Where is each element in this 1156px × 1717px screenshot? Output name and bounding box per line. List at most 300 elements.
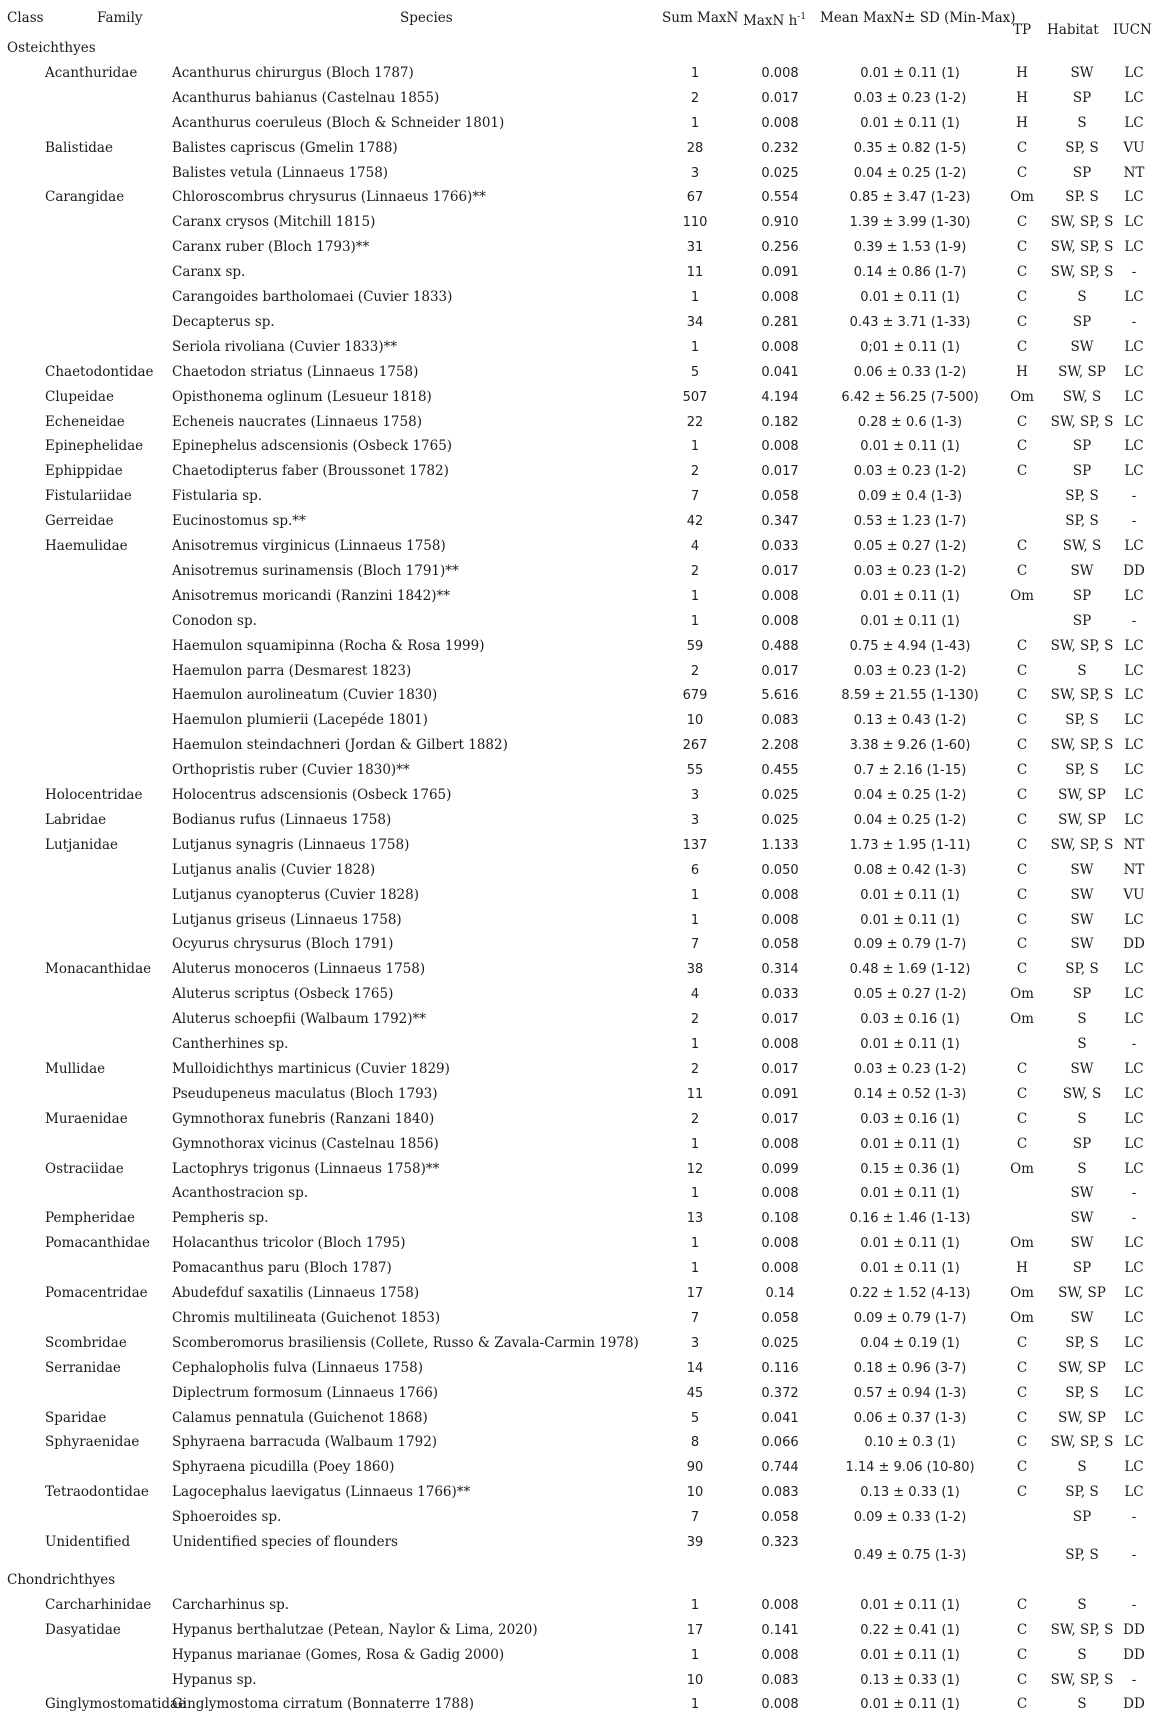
trophic-position-cell: C [1016,1696,1028,1713]
habitat-cell: S [1077,1110,1087,1127]
mean-maxn-cell: 0.01 ± 0.11 (1) [860,439,960,455]
trophic-position-cell: C [1016,1596,1028,1613]
sum-maxn-cell: 1 [690,887,700,903]
sum-maxn-cell: 2 [690,90,700,106]
sum-maxn-cell: 2 [690,1061,700,1077]
maxn-per-hour-cell: 0.083 [761,1672,799,1688]
habitat-cell: SW, SP, S [1050,687,1114,704]
iucn-cell: LC [1124,1260,1144,1277]
mean-maxn-cell: 0.03 ± 0.23 (1-2) [853,464,967,480]
maxn-per-hour-cell: 0.314 [761,962,799,978]
class-group-row [0,36,1156,61]
maxn-per-hour-cell: 0.017 [761,1111,799,1127]
table-row [0,185,1156,210]
maxn-per-hour-cell: 0.041 [761,364,799,380]
iucn-cell: LC [1124,189,1144,206]
table-row [0,1643,1156,1668]
habitat-cell: S [1077,1036,1087,1052]
family-cell: Fistulariidae [45,488,132,505]
mean-maxn-cell: 0.13 ± 0.33 (1) [860,1672,960,1688]
trophic-position-cell: Om [1010,1160,1034,1177]
mean-maxn-cell: 0.75 ± 4.94 (1-43) [849,638,971,654]
maxn-per-hour-cell: 0.488 [761,638,799,654]
species-cell: Carangoides bartholomaei (Cuvier 1833) [172,289,453,305]
species-cell: Haemulon squamipinna (Rocha & Rosa 1999) [172,637,485,654]
table-row [0,858,1156,883]
maxn-per-hour-cell: 0.232 [761,140,799,156]
maxn-per-hour-cell: 0.008 [761,1037,799,1052]
trophic-position-cell: Om [1010,1235,1034,1252]
sum-maxn-cell: 17 [686,1622,704,1638]
species-cell: Bodianus rufus (Linnaeus 1758) [172,811,392,828]
iucn-cell: NT [1123,861,1145,878]
table-row [0,1206,1156,1231]
species-cell: Hypanus marianae (Gomes, Rosa & Gadig 2000) [172,1646,505,1663]
sum-maxn-cell: 42 [686,514,704,530]
species-cell: Haemulon plumierii (Lacepéde 1801) [172,712,428,729]
iucn-cell: - [1131,612,1137,629]
iucn-cell: - [1131,488,1137,505]
sum-maxn-cell: 1 [690,1236,700,1252]
sum-maxn-cell: 38 [686,962,704,978]
mean-maxn-cell: 0.85 ± 3.47 (1-23) [849,190,971,206]
family-cell: Unidentified [45,1534,131,1550]
habitat-cell: S [1077,1646,1087,1663]
trophic-position-cell: Om [1010,587,1034,604]
maxn-per-hour-cell: 0.017 [761,1012,799,1028]
table-row [0,111,1156,136]
maxn-per-hour-cell: 0.008 [761,1261,799,1277]
iucn-cell: LC [1124,538,1144,554]
sum-maxn-cell: 3 [690,165,700,181]
sum-maxn-cell: 28 [686,140,704,156]
trophic-position-cell: C [1016,562,1028,579]
mean-maxn-cell: 0.01 ± 0.11 (1) [860,912,960,928]
habitat-cell: SW, SP, S [1050,1671,1114,1688]
species-cell: Gymnothorax funebris (Ranzani 1840) [172,1110,435,1127]
sum-maxn-cell: 1 [690,115,700,131]
habitat-cell: SW, SP [1058,1359,1106,1376]
table-row [0,484,1156,509]
sum-maxn-cell: 5 [690,1410,700,1426]
habitat-cell: SP, S [1065,1334,1099,1351]
mean-maxn-cell: 0.09 ± 0.79 (1-7) [853,937,967,953]
habitat-cell: SW [1070,861,1094,878]
species-cell: Haemulon aurolineatum (Cuvier 1830) [172,687,438,704]
sum-maxn-cell: 2 [690,1111,700,1127]
table-row [0,86,1156,111]
species-cell: Pseudupeneus maculatus (Bloch 1793) [172,1085,438,1102]
iucn-cell: LC [1124,811,1144,828]
family-cell: Carangidae [45,189,125,206]
sum-maxn-cell: 1 [690,1261,700,1277]
iucn-cell: - [1131,1509,1137,1526]
species-cell: Sphoeroides sp. [172,1509,282,1526]
table-row [0,459,1156,484]
iucn-cell: LC [1124,413,1144,430]
habitat-cell: S [1077,1459,1087,1476]
sum-maxn-cell: 55 [686,763,704,779]
species-cell: Hypanus sp. [172,1671,257,1688]
table-row [0,1593,1156,1618]
mean-maxn-cell: 0.14 ± 0.52 (1-3) [853,1086,967,1102]
sum-maxn-cell: 679 [682,688,708,704]
habitat-cell: SW, SP, S [1050,239,1114,256]
mean-maxn-cell: 0.18 ± 0.96 (3-7) [853,1360,967,1376]
species-cell: Caranx ruber (Bloch 1793)** [172,239,370,256]
maxn-per-hour-cell: 0.008 [761,1136,799,1152]
species-cell: Lutjanus cyanopterus (Cuvier 1828) [172,886,420,903]
habitat-cell: SW, SP, S [1050,836,1114,853]
trophic-position-cell: C [1016,811,1028,828]
family-cell: Ginglymostomatidae [45,1696,187,1713]
iucn-cell: LC [1124,438,1144,455]
mean-maxn-cell: 0.04 ± 0.25 (1-2) [853,812,967,828]
habitat-cell: SW, SP [1058,1409,1106,1426]
trophic-position-cell: C [1016,637,1028,654]
iucn-cell: - [1131,1036,1137,1052]
maxn-per-hour-cell: 0.058 [761,489,799,505]
trophic-position-cell: C [1016,538,1028,554]
species-cell: Pomacanthus paru (Bloch 1787) [172,1260,392,1277]
maxn-per-hour-cell: 0.025 [761,1335,799,1351]
trophic-position-cell: C [1016,911,1028,928]
habitat-cell: SW [1070,1309,1094,1326]
iucn-cell: DD [1123,1646,1145,1663]
table-row [0,1032,1156,1057]
trophic-position-cell: C [1016,313,1028,330]
species-cell: Anisotremus virginicus (Linnaeus 1758) [172,538,446,554]
table-row [0,982,1156,1007]
species-cell: Pempheris sp. [172,1210,269,1227]
mean-maxn-cell: 0.35 ± 0.82 (1-5) [853,140,967,156]
table-row [0,833,1156,858]
maxn-per-hour-cell: 0.083 [761,713,799,729]
iucn-cell: LC [1124,587,1144,604]
iucn-cell: LC [1124,289,1144,305]
habitat-cell: S [1077,1011,1087,1028]
maxn-per-hour-cell: 0.025 [761,812,799,828]
habitat-cell: SW [1070,911,1094,928]
maxn-per-hour-cell: 0.141 [761,1622,799,1638]
trophic-position-cell: C [1016,886,1028,903]
mean-maxn-cell: 0.01 ± 0.11 (1) [860,1697,960,1713]
mean-maxn-cell: 0.08 ± 0.42 (1-3) [853,862,967,878]
habitat-cell: SW, SP [1058,363,1106,380]
habitat-cell: SW, S [1062,388,1102,405]
species-cell: Holacanthus tricolor (Bloch 1795) [172,1235,406,1252]
iucn-cell: - [1131,313,1137,330]
family-cell: Mullidae [45,1060,106,1077]
mean-maxn-cell: 0.13 ± 0.33 (1) [860,1485,960,1501]
mean-maxn-cell: 0.22 ± 1.52 (4-13) [849,1286,971,1301]
sum-maxn-cell: 1 [690,1697,700,1713]
species-cell: Chaetodon striatus (Linnaeus 1758) [172,363,419,380]
sum-maxn-cell: 1 [690,1597,700,1613]
species-cell: Eucinostomus sp.** [172,513,306,530]
species-cell: Cephalopholis fulva (Linnaeus 1758) [172,1359,423,1376]
iucn-cell: - [1131,1547,1137,1563]
mean-maxn-cell: 0.15 ± 0.36 (1) [860,1161,960,1177]
mean-maxn-cell: 0.03 ± 0.16 (1) [860,1012,960,1028]
mean-maxn-cell: 0.06 ± 0.33 (1-2) [853,364,967,380]
table-row [0,1668,1156,1693]
mean-maxn-cell: 0.06 ± 0.37 (1-3) [853,1410,967,1426]
habitat-cell: SW [1070,562,1094,579]
family-cell: Epinephelidae [45,438,144,455]
maxn-per-hour-cell: 0.008 [761,887,799,903]
trophic-position-cell: C [1016,662,1028,679]
habitat-cell: SP [1072,587,1092,604]
header-iucn: IUCN [1113,22,1152,38]
species-cell: Scomberomorus brasiliensis (Collete, Russo & Zavala-Carmin 1978) [172,1334,639,1351]
iucn-cell: LC [1124,1334,1144,1351]
trophic-position-cell: C [1016,787,1028,803]
species-cell: Balistes vetula (Linnaeus 1758) [172,164,389,181]
maxn-per-hour-cell: 0.008 [761,912,799,928]
mean-maxn-cell: 0.14 ± 0.86 (1-7) [853,265,967,281]
table-row [0,1331,1156,1356]
mean-maxn-cell: 0.01 ± 0.11 (1) [860,1261,960,1277]
mean-maxn-cell: 0.43 ± 3.71 (1-33) [849,314,971,330]
sum-maxn-cell: 267 [682,738,708,754]
sum-maxn-cell: 1 [690,65,700,81]
mean-maxn-cell: 0.01 ± 0.11 (1) [860,1236,960,1252]
maxn-per-hour-cell: 0.744 [761,1460,799,1476]
maxn-per-hour-cell: 2.208 [761,738,799,754]
mean-maxn-cell: 0.04 ± 0.25 (1-2) [853,165,967,181]
trophic-position-cell: H [1016,363,1028,380]
mean-maxn-cell: 0.39 ± 1.53 (1-9) [853,240,967,256]
sum-maxn-cell: 1 [690,588,700,604]
mean-maxn-cell: 0.01 ± 0.11 (1) [860,1186,960,1202]
family-cell: Echeneidae [45,413,125,430]
table-row [0,1356,1156,1381]
family-cell: Lutjanidae [45,836,119,853]
family-cell: Pempheridae [45,1210,136,1227]
habitat-cell: SW [1070,1235,1094,1252]
trophic-position-cell: C [1016,762,1028,779]
iucn-cell: LC [1124,737,1144,754]
table-row [0,1381,1156,1406]
iucn-cell: - [1131,513,1137,530]
iucn-cell: NT [1123,836,1145,853]
species-cell: Mulloidichthys martinicus (Cuvier 1829) [172,1060,450,1077]
species-cell: Acanthurus bahianus (Castelnau 1855) [172,89,440,106]
iucn-cell: LC [1124,637,1144,654]
table-row [0,1157,1156,1182]
table-row [0,808,1156,833]
table-row [0,1530,1156,1563]
mean-maxn-cell: 0.09 ± 0.79 (1-7) [853,1310,967,1326]
table-row [0,1082,1156,1107]
trophic-position-cell: C [1016,836,1028,853]
sum-maxn-cell: 1 [690,1136,700,1152]
maxn-per-hour-cell: 0.058 [761,1510,799,1526]
table-row [0,136,1156,161]
trophic-position-cell: C [1016,1409,1028,1426]
trophic-position-cell: C [1016,1646,1028,1663]
iucn-cell: LC [1124,1309,1144,1326]
mean-maxn-cell: 0.01 ± 0.11 (1) [860,65,960,81]
maxn-per-hour-cell: 0.347 [761,514,799,530]
habitat-cell: SW, SP, S [1050,264,1114,281]
iucn-cell: DD [1123,936,1145,953]
table-row [0,1406,1156,1431]
species-cell: Anisotremus moricandi (Ranzini 1842)** [172,587,450,604]
trophic-position-cell: Om [1010,189,1034,206]
species-cell: Acanthurus chirurgus (Bloch 1787) [172,64,414,81]
habitat-cell: S [1077,662,1087,679]
mean-maxn-cell: 0.13 ± 0.43 (1-2) [853,713,967,729]
family-cell: Haemulidae [45,538,128,554]
species-cell: Fistularia sp. [172,488,263,505]
family-cell: Carcharhinidae [45,1596,152,1613]
sum-maxn-cell: 2 [690,563,700,579]
iucn-cell: LC [1124,1085,1144,1102]
habitat-cell: SP [1072,89,1092,106]
trophic-position-cell: C [1016,214,1028,231]
mean-maxn-cell: 0.01 ± 0.11 (1) [860,1597,960,1613]
habitat-cell: SP [1072,612,1092,629]
maxn-per-hour-cell: 0.058 [761,1310,799,1326]
table-row [0,1132,1156,1157]
table-row [0,1692,1156,1717]
table-row [0,161,1156,186]
table-row [0,1281,1156,1306]
mean-maxn-cell: 0.22 ± 0.41 (1) [860,1622,960,1638]
table-row [0,335,1156,360]
iucn-cell: LC [1124,214,1144,231]
trophic-position-cell: C [1016,1359,1028,1376]
maxn-per-hour-cell: 0.008 [761,339,799,355]
trophic-position-cell: C [1016,239,1028,256]
sum-maxn-cell: 1 [690,613,700,629]
habitat-cell: SW [1070,936,1094,953]
sum-maxn-cell: 90 [686,1460,704,1476]
sum-maxn-cell: 2 [690,464,700,480]
mean-maxn-cell: 0.09 ± 0.4 (1-3) [857,489,963,505]
sum-maxn-cell: 7 [690,489,700,505]
species-cell: Orthopristis ruber (Cuvier 1830)** [172,762,410,779]
species-cell: Balistes capriscus (Gmelin 1788) [172,139,398,156]
species-cell: Hypanus berthalutzae (Petean, Naylor & Lima, 2020) [172,1621,538,1638]
species-cell: Acanthostracion sp. [172,1185,309,1202]
habitat-cell: S [1077,1160,1087,1177]
mean-maxn-cell: 0.03 ± 0.23 (1-2) [853,1061,967,1077]
table-row [0,957,1156,982]
species-cell: Sphyraena picudilla (Poey 1860) [172,1459,395,1476]
iucn-cell: LC [1124,64,1144,81]
species-cell: Lagocephalus laevigatus (Linnaeus 1766)** [172,1484,471,1501]
table-row [0,1107,1156,1132]
species-cell: Decapterus sp. [172,313,275,330]
sum-maxn-cell: 13 [686,1211,704,1227]
maxn-per-hour-cell: 0.008 [761,1697,799,1713]
sum-maxn-cell: 6 [690,862,700,878]
header-mean-maxn: Mean MaxN± SD (Min-Max) [820,10,1016,26]
mean-maxn-cell: 6.42 ± 56.25 (7-500) [841,389,979,405]
iucn-cell: NT [1123,164,1145,181]
maxn-per-hour-cell: 0.033 [761,987,799,1003]
iucn-cell: LC [1124,1160,1144,1177]
iucn-cell: DD [1123,1621,1145,1638]
mean-maxn-cell: 1.14 ± 9.06 (10-80) [845,1460,975,1476]
species-cell: Aluterus schoepfii (Walbaum 1792)** [172,1011,427,1028]
mean-maxn-cell: 0.48 ± 1.69 (1-12) [849,962,971,978]
iucn-cell: LC [1124,986,1144,1003]
table-row [0,1057,1156,1082]
trophic-position-cell: C [1016,1334,1028,1351]
trophic-position-cell: C [1016,413,1028,430]
sum-maxn-cell: 11 [686,1086,704,1102]
mean-maxn-cell: 0.05 ± 0.27 (1-2) [853,539,967,554]
species-cell: Chaetodipterus faber (Broussonet 1782) [172,463,449,480]
maxn-per-hour-cell: 1.133 [761,837,799,853]
species-cell: Carcharhinus sp. [172,1596,290,1613]
sum-maxn-cell: 7 [690,1510,700,1526]
species-cell: Ginglymostoma cirratum (Bonnaterre 1788) [172,1696,474,1713]
sum-maxn-cell: 11 [686,265,704,281]
family-cell: Scombridae [45,1334,127,1351]
maxn-per-hour-cell: 0.017 [761,464,799,480]
family-cell: Clupeidae [45,388,114,405]
species-cell: Seriola rivoliana (Cuvier 1833)** [172,338,398,355]
iucn-cell: LC [1124,687,1144,704]
habitat-cell: SW, SP, S [1050,737,1114,754]
species-cell: Haemulon parra (Desmarest 1823) [172,662,412,679]
habitat-cell: SP, S [1065,712,1099,729]
habitat-cell: S [1077,114,1087,131]
habitat-cell: SP, S [1065,1547,1099,1563]
iucn-cell: LC [1124,1434,1144,1451]
sum-maxn-cell: 4 [690,987,700,1003]
habitat-cell: SP [1072,463,1092,480]
iucn-cell: DD [1123,1696,1145,1713]
mean-maxn-cell: 0.49 ± 0.75 (1-3) [853,1548,967,1563]
mean-maxn-cell: 0.10 ± 0.3 (1) [864,1435,956,1451]
mean-maxn-cell: 0.01 ± 0.11 (1) [860,115,960,131]
sum-maxn-cell: 67 [686,190,704,206]
maxn-per-hour-cell: 0.041 [761,1410,799,1426]
maxn-per-hour-cell: 0.281 [761,314,799,330]
header-species: Species [400,10,453,26]
sum-maxn-cell: 14 [686,1360,704,1376]
habitat-cell: SP, S [1065,513,1099,530]
trophic-position-cell: C [1016,1434,1028,1451]
trophic-position-cell: C [1016,264,1028,281]
trophic-position-cell: C [1016,687,1028,704]
habitat-cell: SP [1072,313,1092,330]
trophic-position-cell: C [1016,438,1028,455]
table-row [0,783,1156,808]
iucn-cell: LC [1124,239,1144,256]
table-row [0,260,1156,285]
species-cell: Lutjanus synagris (Linnaeus 1758) [172,836,410,853]
maxn-per-hour-cell: 0.008 [761,1647,799,1663]
sum-maxn-cell: 1 [690,1037,700,1052]
habitat-cell: S [1077,1596,1087,1613]
table-row [0,1505,1156,1530]
family-cell: Gerreidae [45,513,114,530]
species-cell: Opisthonema oglinum (Lesueur 1818) [172,388,432,405]
trophic-position-cell: C [1016,1060,1028,1077]
table-row [0,1181,1156,1206]
sum-maxn-cell: 45 [686,1385,704,1401]
sum-maxn-cell: 7 [690,1310,700,1326]
mean-maxn-cell: 0.03 ± 0.23 (1-2) [853,563,967,579]
table-row [0,434,1156,459]
